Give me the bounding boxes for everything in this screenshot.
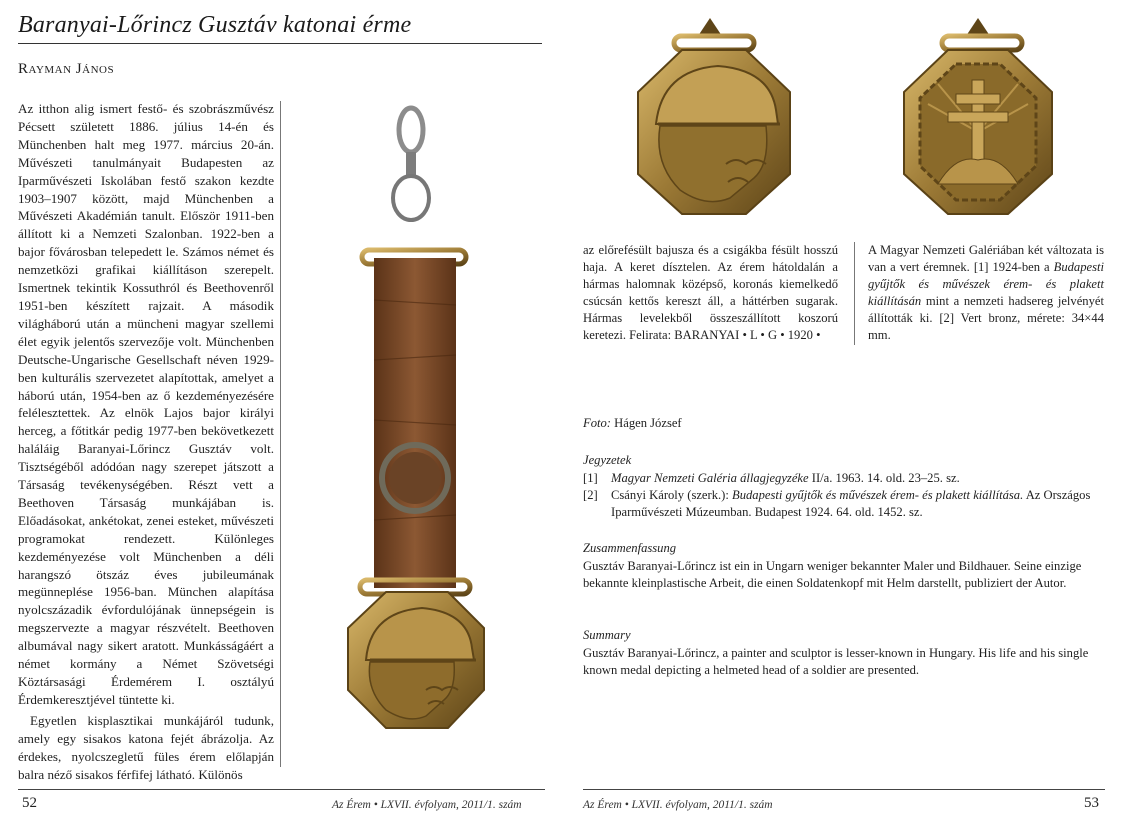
right-text-part-1: A Magyar Nemzeti Galériában két változata is van a vert éremnek. [1] 1924-ben a [868,243,1104,275]
column-divider [280,101,281,767]
column-divider-2 [854,242,855,345]
summary-heading: Summary [583,628,631,642]
medal-reverse-photo [898,14,1058,216]
middle-text-column: az előrefésült bajusza és a csigákba fésült hosszú haja. A keret dísztelen. Az érem hátoldalán a hármas halomnak középső, koronás kiemelkedő csúcsán kettős kereszt áll, a háttérben sugarak. Hármas levelekből összeszállított koszorú keretezi. Felirata: BARANYAI • L • G • 1920 • [583,243,838,343]
note-title: Budapesti gyűjtők és művészek érem- és plakett kiállítása. [732,488,1024,503]
page-number-right: 53 [1084,795,1099,811]
right-text-column [868,242,1104,345]
left-text-column [18,100,274,782]
note-author: Csányi Károly (szerk.): [611,488,733,503]
medal-obverse-photo [634,14,794,216]
note-rest: Az Országos Iparművészeti Múzeumban. Budapest 1924. 64. old. 1452. sz. [611,488,1091,520]
summary-section [583,627,1105,679]
zusammenfassung-section [583,540,1105,592]
footer-rule-left [18,789,545,790]
page-number-left: 52 [22,795,37,811]
article-author: Rayman János [18,61,115,77]
note-rest: II/a. 1963. 14. old. 23–25. sz. [808,471,960,486]
right-text-part-2: mint a nemzeti hadsereg jelvényét állították ki. [2] Vert bronz, mérete: 34×44 mm. [868,294,1104,343]
note-item [583,487,1105,521]
photo-credit-name: Hágen József [614,416,682,430]
photo-credit [583,415,1105,432]
zusammenfassung-text: Gusztáv Baranyai-Lőrincz ist ein in Ungarn weniger bekannter Maler und Bildhauer. Seine einzige bekannte kleinplastische Arbeit, die einen Soldatenkopf mit Helm darstellt, publiziert der Autor. [583,559,1082,591]
summary-text: Gusztáv Baranyai-Lőrincz, a painter and sculptor is lesser-known in Hungary. His life and his single known medal depicting a helmeted head of a soldier are presented. [583,646,1089,678]
article-title: Baranyai-Lőrincz Gusztáv katonai érme [18,12,412,38]
zusammenfassung-heading: Zusammenfassung [583,541,677,555]
medal-with-strap-photo [326,100,516,768]
right-text-italic: Budapesti gyűjtők és művészek érem- és plakett kiállításán [868,260,1104,309]
note-number: [1] [583,471,598,486]
note-number: [2] [583,488,598,503]
notes-heading: Jegyzetek [583,453,632,467]
note-text [611,470,960,487]
note-title: Magyar Nemzeti Galéria állagjegyzéke [611,471,809,486]
journal-name-right: Az Érem • LXVII. évfolyam, 2011/1. szám [583,799,773,811]
title-rule [18,43,542,44]
left-paragraph-2: Egyetlen kisplasztikai munkájáról tudunk, amely egy sisakos katona fejét ábrázolja. Az érdekes, nyolcszegletű füles érem előlapján balra néző sisakos férfifej látható. Különös [18,712,274,782]
note-item [583,470,1105,487]
footer-rule-right [583,789,1105,790]
photo-credit-label: Foto: [583,416,611,430]
left-paragraph-1: Az itthon alig ismert festő- és szobrászművész Pécsett született 1886. július 14-én és Münchenben halt meg 1977. március 20-án. Művészeti tanulmányait Budapesten az Iparművészeti Iskolában festő szakon kezdte 1903–1907 között, majd Münchenben a Művészeti Akadémián tanult. Először 1911-ben állított ki a Nemzeti Szalonban. 1922-ben a bajor fővárosban telepedett le. Számos német és nemzetközi grafikai kiállításon szerepelt. Ismertnek tekintik Kossuthról és Beethovenről 1951-ben készített rajzait. A második világháború után a müncheni magyar szellemi élet egyik jelentős szervezője volt. Münchenben Deutsche-Ungarische Gesellschaft néven 1929-ben kulturális szervezetet alapítottak, amelyet a háború után, 1954-ben az ő kezdeményezésére felélesztettek. Az elnök Lajos bajor királyi herceg, a főtitkár pedig 1977-ben bekövetkezett haláláig Baranyai-Lőrincz Gusztáv volt. Tisztségéből adódóan nagy szerepet játszott a Társaság tevékenységében. Részt vett a Beethoven Társaság munkájában is. Előadásokat, ankétokat, zenei esteket, művészeti programokat rendezett. Különleges kezdeményezése volt Münchenben a déli harangszó ötszáz éves jubileumának megünneplése 1956-ban. München alapítása nyolcszázadik évfordulójának ünnepségein is megszervezte a magyar részvételt. Beethoven albumával nagy sikert aratott. Munkásságáért a német kormány a Német Szövetségi Köztársasági Érdemérem I. osztályú Érdemkeresztjével tüntette ki. [18,101,274,707]
note-text [611,487,1105,521]
journal-name-left: Az Érem • LXVII. évfolyam, 2011/1. szám [332,799,522,811]
notes-section [583,452,1105,521]
